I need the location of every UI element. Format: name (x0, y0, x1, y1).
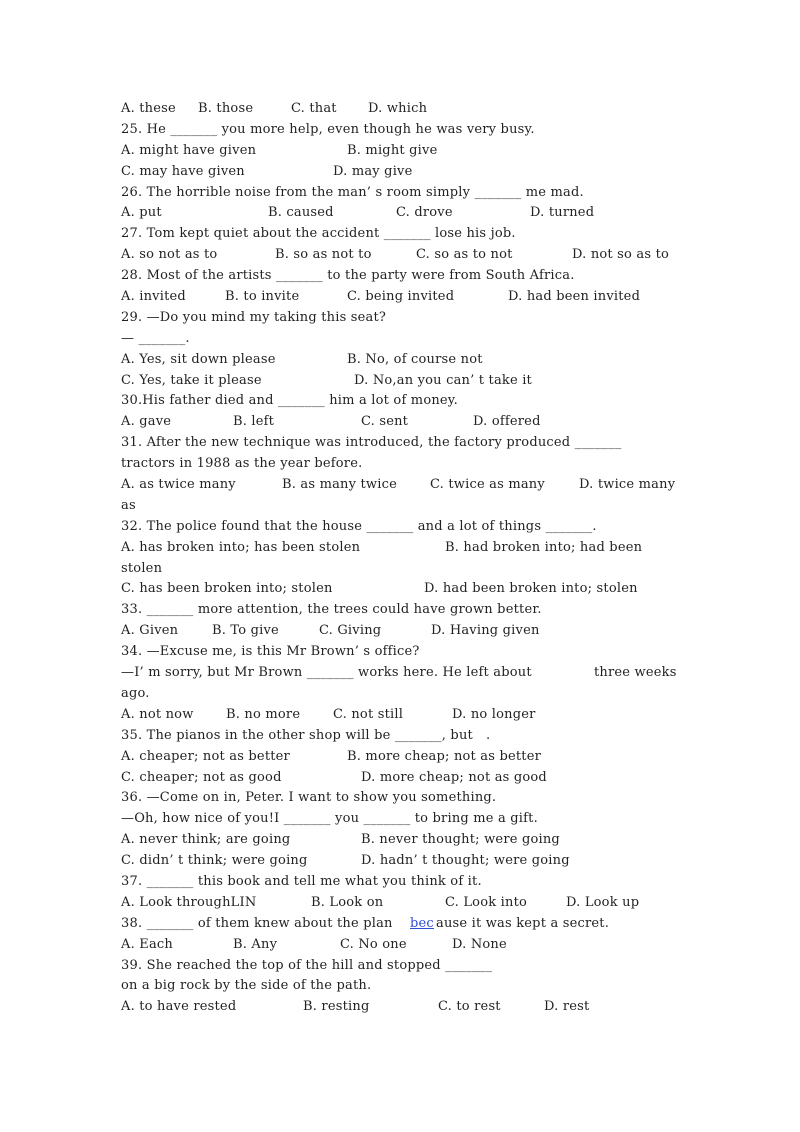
answer-option: A. gave (121, 414, 172, 430)
answer-option: D. had been invited (508, 289, 641, 305)
answer-option: D. more cheap; not as good (361, 769, 547, 785)
text-line (121, 684, 691, 705)
question-text: ago. (121, 685, 150, 701)
answer-option: D. Look up (566, 894, 640, 910)
answer-option: A. Look throughLIN (121, 894, 257, 910)
document-page (121, 99, 691, 1018)
answer-option: D. No,an you can’ t take it (354, 372, 532, 388)
answer-option: D. which (368, 101, 428, 116)
question-text: 30.His father died and _______ him a lot of money. (121, 393, 458, 409)
answer-option: B. to invite (225, 289, 300, 305)
answer-option: A. so not as to (121, 247, 218, 263)
answer-option: A. might have given (121, 142, 257, 158)
question-text: three weeks (594, 665, 677, 681)
text-line (121, 162, 691, 183)
text-line (121, 287, 691, 308)
answer-option: D. hadn’ t thought; were going (361, 853, 570, 869)
text-line (121, 809, 691, 830)
question-text: 36. —Come on in, Peter. I want to show you something. (121, 790, 497, 806)
text-line (121, 183, 691, 204)
answer-option: B. caused (268, 205, 334, 221)
answer-option: C. cheaper; not as good (121, 769, 282, 785)
text-line (121, 872, 691, 893)
answer-option: A. never think; are going (121, 832, 291, 848)
text-line (121, 329, 691, 350)
text-line (121, 350, 691, 371)
answer-option: D. None (452, 936, 507, 952)
answer-option: B. those (198, 101, 254, 116)
question-text: 25. He _______ you more help, even though he was very busy. (121, 121, 535, 137)
answer-option: C. has been broken into; stolen (121, 581, 333, 597)
text-line (121, 768, 691, 789)
text-line (121, 705, 691, 726)
answer-option: D. rest (544, 999, 590, 1015)
answer-option: B. Any (233, 936, 278, 952)
text-line (121, 412, 691, 433)
text-line (121, 621, 691, 642)
answer-option: A. Given (121, 623, 179, 639)
question-text: 31. After the new technique was introduced, the factory produced _______ (121, 435, 622, 451)
answer-option: D. may give (333, 163, 413, 179)
text-line (121, 893, 691, 914)
text-line (121, 579, 691, 600)
question-text: 37. _______ this book and tell me what you think of it. (121, 873, 482, 889)
answer-option: D. Having given (431, 623, 540, 639)
text-line (121, 120, 691, 141)
answer-option: B. left (233, 414, 275, 430)
answer-option: B. To give (212, 623, 279, 639)
answer-option: C. twice as many (430, 477, 545, 493)
answer-option: D. offered (473, 414, 541, 430)
answer-option: C. that (291, 101, 337, 116)
answer-option: C. Look into (445, 894, 528, 910)
answer-option: C. sent (361, 414, 409, 430)
answer-option: B. might give (347, 142, 438, 158)
text-line (121, 141, 691, 162)
question-text: 27. Tom kept quiet about the accident _______ lose his job. (121, 226, 516, 242)
answer-option: B. so as not to (275, 247, 372, 263)
answer-option: A. as twice many (121, 477, 236, 493)
text-line (121, 642, 691, 663)
answer-option: A. to have rested (121, 999, 237, 1015)
answer-option: A. Each (121, 936, 173, 952)
question-text: 35. The pianos in the other shop will be _______, but . (121, 727, 491, 743)
question-text: —Oh, how nice of you!I _______ you _______ to bring me a gift. (121, 811, 538, 827)
answer-option: B. had broken into; had been (445, 539, 643, 555)
question-text: ause it was kept a secret. (436, 915, 610, 931)
answer-option: A. these (121, 101, 176, 116)
answer-option: D. no longer (452, 706, 536, 722)
text-line (121, 600, 691, 621)
answer-option: A. has broken into; has been stolen (121, 539, 361, 555)
answer-option: A. invited (121, 289, 186, 305)
answer-option: C. drove (396, 205, 453, 221)
answer-option: D. twice many (579, 477, 676, 493)
answer-option: C. being invited (347, 289, 455, 305)
question-text: — _______. (121, 330, 190, 346)
text-line (121, 266, 691, 287)
text-line (121, 997, 691, 1018)
question-text: 29. —Do you mind my taking this seat? (121, 309, 387, 325)
question-text: 33. _______ more attention, the trees could have grown better. (121, 602, 542, 618)
text-line (121, 433, 691, 454)
answer-option: B. resting (303, 999, 370, 1015)
text-line (121, 788, 691, 809)
text-line (121, 851, 691, 872)
text-line (121, 747, 691, 768)
answer-option: C. Giving (319, 623, 382, 639)
answer-option: C. to rest (438, 999, 501, 1015)
answer-option: B. Look on (311, 894, 384, 910)
text-line (121, 454, 691, 475)
text-line (121, 914, 691, 935)
answer-option: A. put (121, 205, 162, 221)
text-line (121, 475, 691, 496)
text-line (121, 99, 691, 120)
text-line (121, 935, 691, 956)
text-line (121, 517, 691, 538)
answer-option: C. didn’ t think; were going (121, 853, 308, 869)
question-text: tractors in 1988 as the year before. (121, 456, 363, 472)
text-line (121, 496, 691, 517)
answer-option: D. turned (530, 205, 595, 221)
question-text: on a big rock by the side of the path. (121, 978, 372, 994)
text-line (121, 371, 691, 392)
answer-option: D. had been broken into; stolen (424, 581, 638, 597)
answer-option: C. so as to not (416, 247, 513, 263)
answer-option: B. no more (226, 706, 301, 722)
answer-option: A. Yes, sit down please (121, 351, 276, 367)
answer-option: C. No one (340, 936, 407, 952)
question-text: 32. The police found that the house _______ and a lot of things _______. (121, 518, 597, 534)
text-line (121, 308, 691, 329)
answer-option: C. Yes, take it please (121, 372, 262, 388)
question-text: as (121, 497, 136, 513)
text-line (121, 830, 691, 851)
text-line (121, 391, 691, 412)
answer-option: A. not now (121, 706, 194, 722)
answer-option: D. not so as to (572, 247, 670, 263)
answer-option: B. No, of course not (347, 351, 483, 367)
question-text: 26. The horrible noise from the man’ s room simply _______ me mad. (121, 184, 584, 200)
answer-option: B. as many twice (282, 477, 397, 493)
text-line (121, 559, 691, 580)
answer-option: C. not still (333, 706, 404, 722)
question-text: 34. —Excuse me, is this Mr Brown’ s office? (121, 644, 420, 660)
answer-option: B. more cheap; not as better (347, 748, 542, 764)
text-line (121, 203, 691, 224)
answer-option: C. may have given (121, 163, 245, 179)
question-text: 39. She reached the top of the hill and stopped _______ (121, 957, 493, 973)
text-line (121, 538, 691, 559)
text-line (121, 245, 691, 266)
text-line (121, 956, 691, 977)
question-text: —I’ m sorry, but Mr Brown _______ works here. He left about (121, 665, 532, 681)
hyperlink-text[interactable]: bec (410, 915, 434, 931)
text-line (121, 726, 691, 747)
question-text: stolen (121, 560, 163, 576)
text-line (121, 976, 691, 997)
answer-option: B. never thought; were going (361, 832, 560, 848)
question-text: 38. _______ of them knew about the plan (121, 915, 397, 931)
text-line (121, 224, 691, 245)
answer-option: A. cheaper; not as better (121, 748, 290, 764)
question-text: 28. Most of the artists _______ to the party were from South Africa. (121, 268, 575, 284)
text-line (121, 663, 691, 684)
